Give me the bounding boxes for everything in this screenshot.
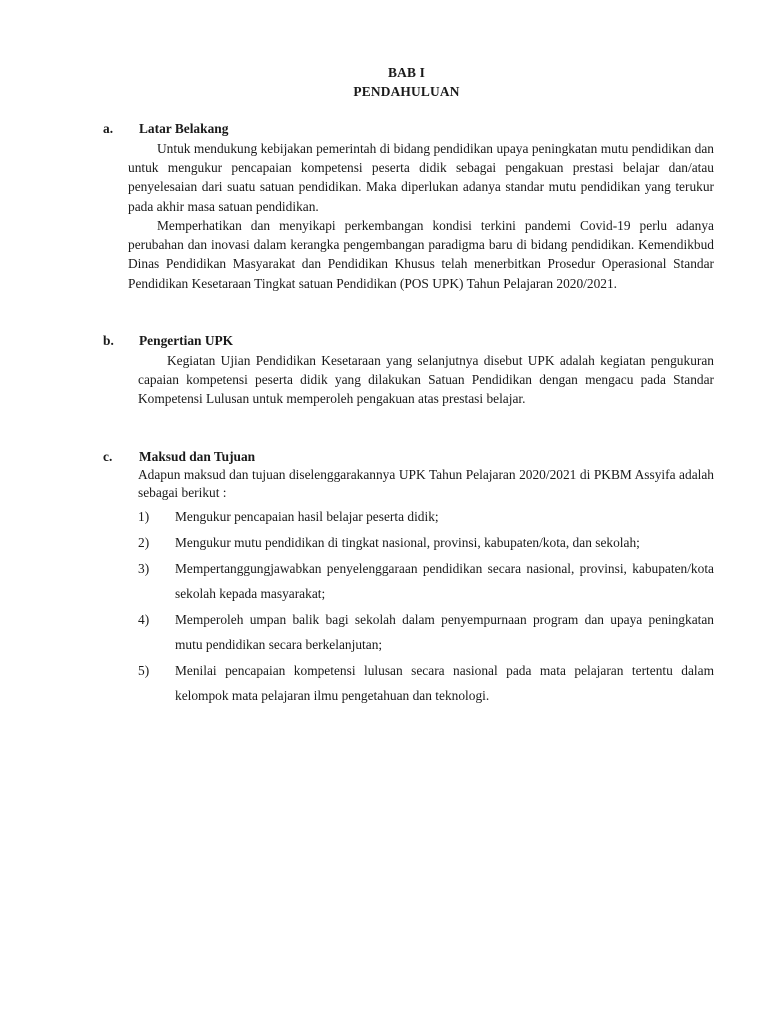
list-item-number: 3) — [138, 561, 150, 576]
section-a-title: Latar Belakang — [139, 121, 229, 136]
chapter-title: PENDAHULUAN — [353, 84, 460, 99]
section-a-paragraph-2: Memperhatikan dan menyikapi perkembangan kondisi terkini pandemi Covid-19 perlu adanya perubahan dan inovasi dalam kerangka pengembangan paradigma baru di bidang pendidikan. Kemendikbud Dinas Pendidikan Masyarakat dan Pendidikan Khusus telah menerbitkan Prosedur Operasional Standar Pendidikan Kesetaraan Tingkat satuan Pendidikan (POS UPK) Tahun Pelajaran 2020/2021. — [128, 218, 714, 291]
list-item-text: Memperoleh umpan balik bagi sekolah dalam penyempurnaan program dan upaya peningkatan mutu pendidikan secara berkelanjutan; — [175, 612, 714, 652]
list-item-number: 5) — [138, 663, 150, 678]
list-item-number: 4) — [138, 612, 150, 627]
list-item — [138, 530, 714, 555]
objectives-list — [138, 504, 714, 708]
chapter-number: BAB I — [387, 65, 426, 80]
list-item-text: Mengukur mutu pendidikan di tingkat nasional, provinsi, kabupaten/kota, dan sekolah; — [175, 535, 640, 550]
list-item-text: Mempertanggungjawabkan penyelenggaraan pendidikan secara nasional, provinsi, kabupaten/kota sekolah kepada masyarakat; — [175, 561, 714, 601]
list-item-number: 2) — [138, 535, 150, 550]
section-b-letter: b. — [103, 333, 114, 348]
section-a-paragraph-1: Untuk mendukung kebijakan pemerintah di bidang pendidikan upaya peningkatan mutu pendidikan dan untuk mengukur pencapaian kompetensi peserta didik sebagai pengakuan prestasi belajar dan/atau penyelesaian dari suatu satuan pendidikan. Maka diperlukan adanya standar mutu pendidikan yang terukur pada akhir masa satuan pendidikan. — [128, 141, 714, 214]
section-c-letter: c. — [103, 449, 113, 464]
list-item-number: 1) — [138, 509, 150, 524]
section-c-title: Maksud dan Tujuan — [139, 449, 256, 464]
section-c-intro: Adapun maksud dan tujuan diselenggarakannya UPK Tahun Pelajaran 2020/2021 di PKBM Assyifa adalah sebagai berikut : — [138, 467, 714, 500]
list-item — [138, 556, 714, 606]
list-item-text: Mengukur pencapaian hasil belajar peserta didik; — [175, 509, 439, 524]
section-b-paragraph-1: Kegiatan Ujian Pendidikan Kesetaraan yang selanjutnya disebut UPK adalah kegiatan pengukuran capaian kompetensi peserta didik yang dilakukan Satuan Pendidikan dengan mengacu pada Standar Kompetensi Lulusan untuk memperoleh pengakuan atas prestasi belajar. — [138, 353, 714, 407]
section-b-title: Pengertian UPK — [139, 333, 234, 348]
section-a-letter: a. — [103, 121, 114, 136]
list-item — [138, 607, 714, 657]
list-item-text: Menilai pencapaian kompetensi lulusan secara nasional pada mata pelajaran tertentu dalam kelompok mata pelajaran ilmu pengetahuan dan teknologi. — [175, 663, 714, 703]
list-item — [138, 658, 714, 708]
list-item — [138, 504, 714, 529]
